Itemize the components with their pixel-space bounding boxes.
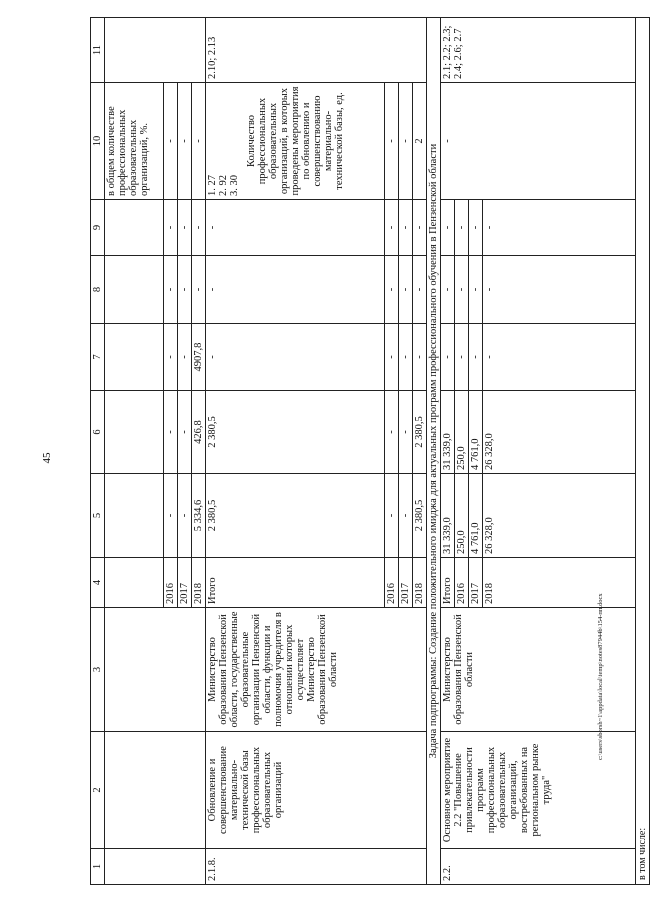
- value-cell: 26 328,0: [483, 474, 636, 558]
- year-cell: 2016: [164, 558, 178, 608]
- value-cell: 4 761,0: [469, 474, 483, 558]
- indicator-cell: [206, 83, 385, 200]
- col-num-4: 4: [91, 558, 105, 608]
- value-cell: -: [441, 200, 455, 256]
- value-cell: -: [483, 200, 636, 256]
- value-cell: -: [413, 200, 427, 256]
- value-cell: 2 380,5: [413, 391, 427, 474]
- year-cell: 2016: [455, 558, 469, 608]
- value-cell: -: [385, 474, 399, 558]
- value-cell: -: [178, 83, 192, 200]
- value-cell: 250,0: [455, 391, 469, 474]
- col-num-3: 3: [91, 608, 105, 732]
- header-row: [91, 18, 105, 885]
- note-row: [636, 18, 650, 885]
- program-table: [90, 17, 650, 885]
- value-cell: -: [206, 200, 385, 256]
- value-cell: -: [192, 83, 206, 200]
- value-cell: 5 334,6: [192, 474, 206, 558]
- value-cell: -: [164, 200, 178, 256]
- value-cell: -: [206, 256, 385, 324]
- year-cell: 2016: [385, 558, 399, 608]
- col-num-8: 8: [91, 256, 105, 324]
- indicator-cont-text: в общем количестве профессиональных образовательных организаций, %.: [105, 83, 164, 200]
- value-cell: -: [385, 324, 399, 391]
- value-cell: 250,0: [455, 474, 469, 558]
- col-num-5: 5: [91, 474, 105, 558]
- total-label: Итого: [441, 558, 455, 608]
- value-cell: 4907,8: [192, 324, 206, 391]
- value-cell: -: [441, 324, 455, 391]
- value-cell: -: [469, 256, 483, 324]
- value-cell: -: [164, 324, 178, 391]
- value-cell: -: [206, 324, 385, 391]
- value-cell: -: [399, 256, 413, 324]
- value-cell: 426,8: [192, 391, 206, 474]
- footer-file-path: c:\users\sborsh~1\appdata\local\temp\notes87944b\154-пп.docx: [597, 593, 604, 760]
- col-num-7: 7: [91, 324, 105, 391]
- value-cell: -: [399, 200, 413, 256]
- year-cell: 2017: [469, 558, 483, 608]
- row-number: 2.1.8.: [206, 849, 427, 885]
- value-cell: -: [455, 324, 469, 391]
- value-cell: -: [413, 256, 427, 324]
- year-cell: 2017: [178, 558, 192, 608]
- value-cell: -: [413, 324, 427, 391]
- value-cell: -: [455, 256, 469, 324]
- link-cell: 2.1; 2.2; 2.3; 2.4; 2.6; 2.7: [441, 18, 636, 83]
- task-row: [427, 18, 441, 885]
- value-cell: 2 380,5: [206, 391, 385, 474]
- value-cell: -: [483, 324, 636, 391]
- value-cell: -: [385, 391, 399, 474]
- value-cell: -: [385, 83, 399, 200]
- table-row: [105, 18, 164, 885]
- col-num-9: 9: [91, 200, 105, 256]
- value-cell: -: [178, 200, 192, 256]
- col-num-2: 2: [91, 732, 105, 849]
- measure-name: Основное мероприятие 2.2 "Повышение привлекательности программ профессиональных образовательных организаций, востребованных на региональном рынке труда": [441, 732, 636, 849]
- link-cell: 2.10; 2.13: [206, 18, 427, 83]
- year-cell: 2018: [192, 558, 206, 608]
- value-cell: -: [178, 256, 192, 324]
- value-cell: 4 761,0: [469, 391, 483, 474]
- value-cell: -: [192, 200, 206, 256]
- value-cell: -: [469, 324, 483, 391]
- table-row: [441, 18, 455, 885]
- year-cell: 2018: [483, 558, 636, 608]
- indicator-pre-1: 1. 27: [207, 175, 218, 196]
- value-cell: -: [164, 83, 178, 200]
- value-cell: -: [399, 324, 413, 391]
- value-cell: 2 380,5: [206, 474, 385, 558]
- col-num-11: 11: [91, 18, 105, 83]
- value-cell: -: [399, 474, 413, 558]
- value-cell: 2: [413, 83, 427, 200]
- total-label: Итого: [206, 558, 385, 608]
- value-cell: -: [483, 256, 636, 324]
- value-cell: 31 339,0: [441, 391, 455, 474]
- executor: Министерство образования Пензенской области: [441, 608, 636, 732]
- value-cell: -: [399, 83, 413, 200]
- task-heading: Задача подпрограммы: Создание положительного имиджа для актуальных программ профессионального обучения в Пензенской области: [427, 18, 441, 885]
- value-cell: -: [469, 200, 483, 256]
- value-cell: -: [178, 474, 192, 558]
- value-cell: -: [192, 256, 206, 324]
- page-number: 45: [41, 452, 53, 464]
- value-cell: -: [455, 200, 469, 256]
- indicator-cell: -: [441, 83, 636, 200]
- value-cell: 2 380,5: [413, 474, 427, 558]
- indicator-pre-2: 2. 92: [218, 175, 229, 196]
- col-num-6: 6: [91, 391, 105, 474]
- value-cell: -: [164, 391, 178, 474]
- value-cell: 26 328,0: [483, 391, 636, 474]
- indicator-pre-3: 3. 30: [229, 175, 240, 196]
- value-cell: -: [178, 391, 192, 474]
- value-cell: -: [399, 391, 413, 474]
- year-cell: 2017: [399, 558, 413, 608]
- table-row: [206, 18, 385, 885]
- value-cell: -: [164, 256, 178, 324]
- value-cell: -: [441, 256, 455, 324]
- value-cell: -: [385, 256, 399, 324]
- col-num-10: 10: [91, 83, 105, 200]
- row-number: 2.2.: [441, 849, 636, 885]
- value-cell: 31 339,0: [441, 474, 455, 558]
- executor: Министерство образования Пензенской области, государственные образовательные организации Пензенской области, функции и полномочия учредителя в отношении которых осуществляет Министерство образования Пензенской области: [206, 608, 427, 732]
- value-cell: -: [385, 200, 399, 256]
- indicator-text: Количество профессиональных образовательных организаций, в которых проведены мероприятия по обновлению и совершенствованию материально-технической базы, ед.: [246, 86, 345, 196]
- year-cell: 2018: [413, 558, 427, 608]
- col-num-1: 1: [91, 849, 105, 885]
- measure-name: Обновление и совершенствование материально-технической базы профессиональных образовательных организаций: [206, 732, 427, 849]
- value-cell: -: [164, 474, 178, 558]
- value-cell: -: [178, 324, 192, 391]
- note-text: в том числе:: [636, 18, 650, 885]
